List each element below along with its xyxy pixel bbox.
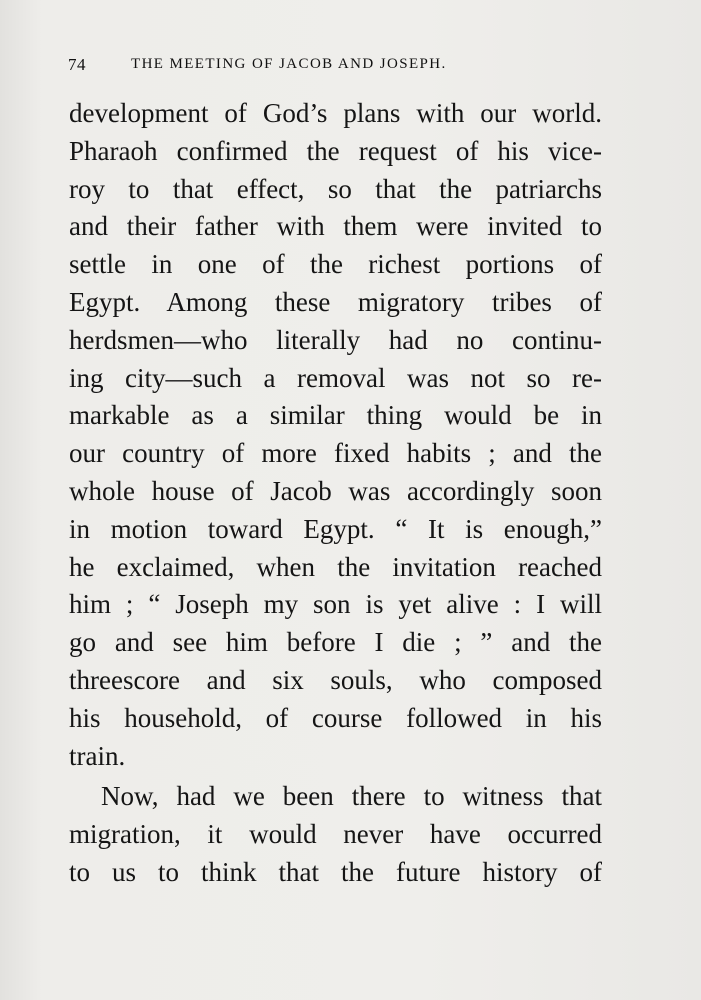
- text-line: to us to think that the future history of: [69, 856, 602, 887]
- text-line: train.: [69, 740, 126, 771]
- running-title: THE MEETING OF JACOB AND JOSEPH.: [131, 56, 447, 72]
- text-line: roy to that effect, so that the patriarchs: [69, 173, 602, 204]
- text-line: and their father with them were invited to: [69, 211, 602, 242]
- text-line: migration, it would never have occurred: [69, 819, 602, 850]
- text-line: markable as a similar thing would be in: [69, 400, 602, 431]
- text-line: Egypt. Among these migratory tribes of: [69, 286, 602, 317]
- page-number: 74: [68, 55, 86, 74]
- body-text: [69, 95, 602, 892]
- text-line: whole house of Jacob was accordingly soon: [69, 475, 602, 506]
- paragraph-2: [69, 778, 602, 891]
- text-line: ing city—such a removal was not so re-: [69, 362, 602, 393]
- text-line: him ; “ Joseph my son is yet alive : I will: [69, 589, 602, 620]
- text-line: herdsmen—who literally had no continu-: [69, 324, 602, 355]
- running-head: [68, 55, 608, 79]
- text-line: in motion toward Egypt. “ It is enough,”: [69, 513, 602, 544]
- text-line: Pharaoh confirmed the request of his vice-: [69, 135, 602, 166]
- text-line: threescore and six souls, who composed: [69, 664, 602, 695]
- text-line: he exclaimed, when the invitation reached: [69, 551, 602, 582]
- text-line: Now, had we been there to witness that: [101, 781, 602, 812]
- text-line: go and see him before I die ; ” and the: [69, 627, 602, 658]
- text-line: his household, of course followed in his: [69, 702, 602, 733]
- paragraph-1: [69, 95, 602, 775]
- text-line: our country of more fixed habits ; and the: [69, 438, 602, 469]
- text-line: development of God’s plans with our world.: [69, 98, 602, 128]
- text-line: settle in one of the richest portions of: [69, 249, 602, 280]
